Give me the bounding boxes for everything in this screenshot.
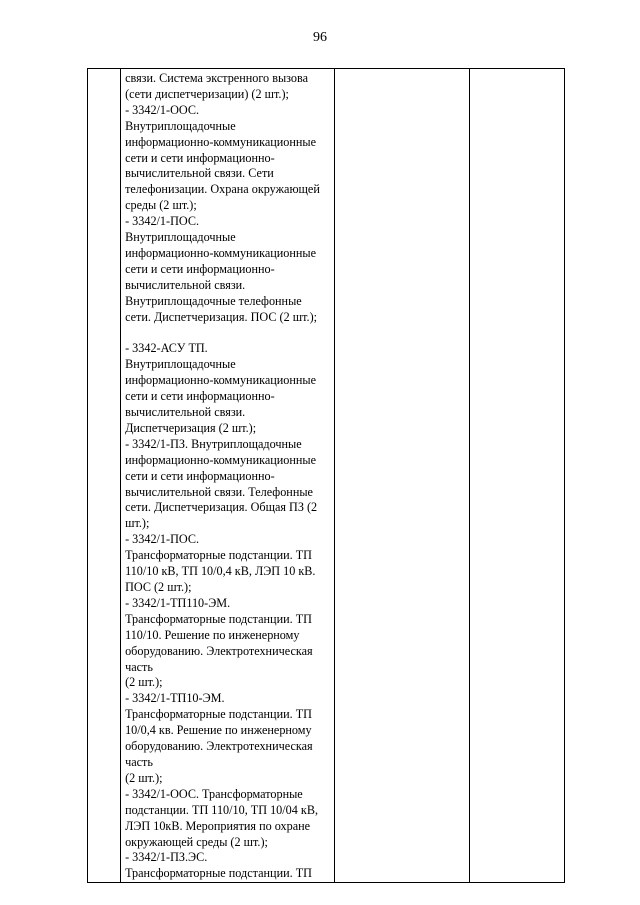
table-row [88, 69, 565, 883]
number-cell [88, 69, 121, 883]
document-table [87, 68, 565, 883]
column-c-cell [334, 69, 469, 883]
description-cell [121, 69, 334, 883]
description-text: связи. Система экстренного вызова (сети диспетчеризации) (2 шт.); - 3342/1-ООС. Внутриплощадочные информационно-коммуникационные сети и сети информационно- вычислительной связи. Сети телефонизации. Охрана окружающей среды (2 шт.); - 3342/1-ПОС. Внутриплощадочные информационно-коммуникационные сети и сети информационно- вычислительной связи. Внутриплощадочные телефонные сети. Диспетчеризация. ПОС (2 шт.); - 3342-АСУ ТП. Внутриплощадочные информационно-коммуникационные сети и сети информационно- вычислительной связи. Диспетчеризация (2 шт.); - 3342/1-ПЗ. Внутриплощадочные информационно-коммуникационные сети и сети информационно- вычислительной связи. Телефонные сети. Диспетчеризация. Общая ПЗ (2 шт.); - 3342/1-ПОС. Трансформаторные подстанции. ТП 110/10 кВ, ТП 10/0,4 кВ, ЛЭП 10 кВ. ПОС (2 шт.); - 3342/1-ТП110-ЭМ. Трансформаторные подстанции. ТП 110/10. Решение по инженерному оборудованию. Электротехническая часть (2 шт.); - 3342/1-ТП10-ЭМ. Трансформаторные подстанции. ТП 10/0,4 кв. Решение по инженерному оборудованию. Электротехническая часть (2 шт.); - 3342/1-ООС. Трансформаторные подстанции. ТП 110/10, ТП 10/04 кВ, ЛЭП 10кВ. Мероприятия по охране окружающей среды (2 шт.); - 3342/1-ПЗ.ЭС. Трансформаторные подстанции. ТП [125, 71, 320, 881]
column-d-cell [469, 69, 564, 883]
page-number: 96 [313, 30, 327, 45]
